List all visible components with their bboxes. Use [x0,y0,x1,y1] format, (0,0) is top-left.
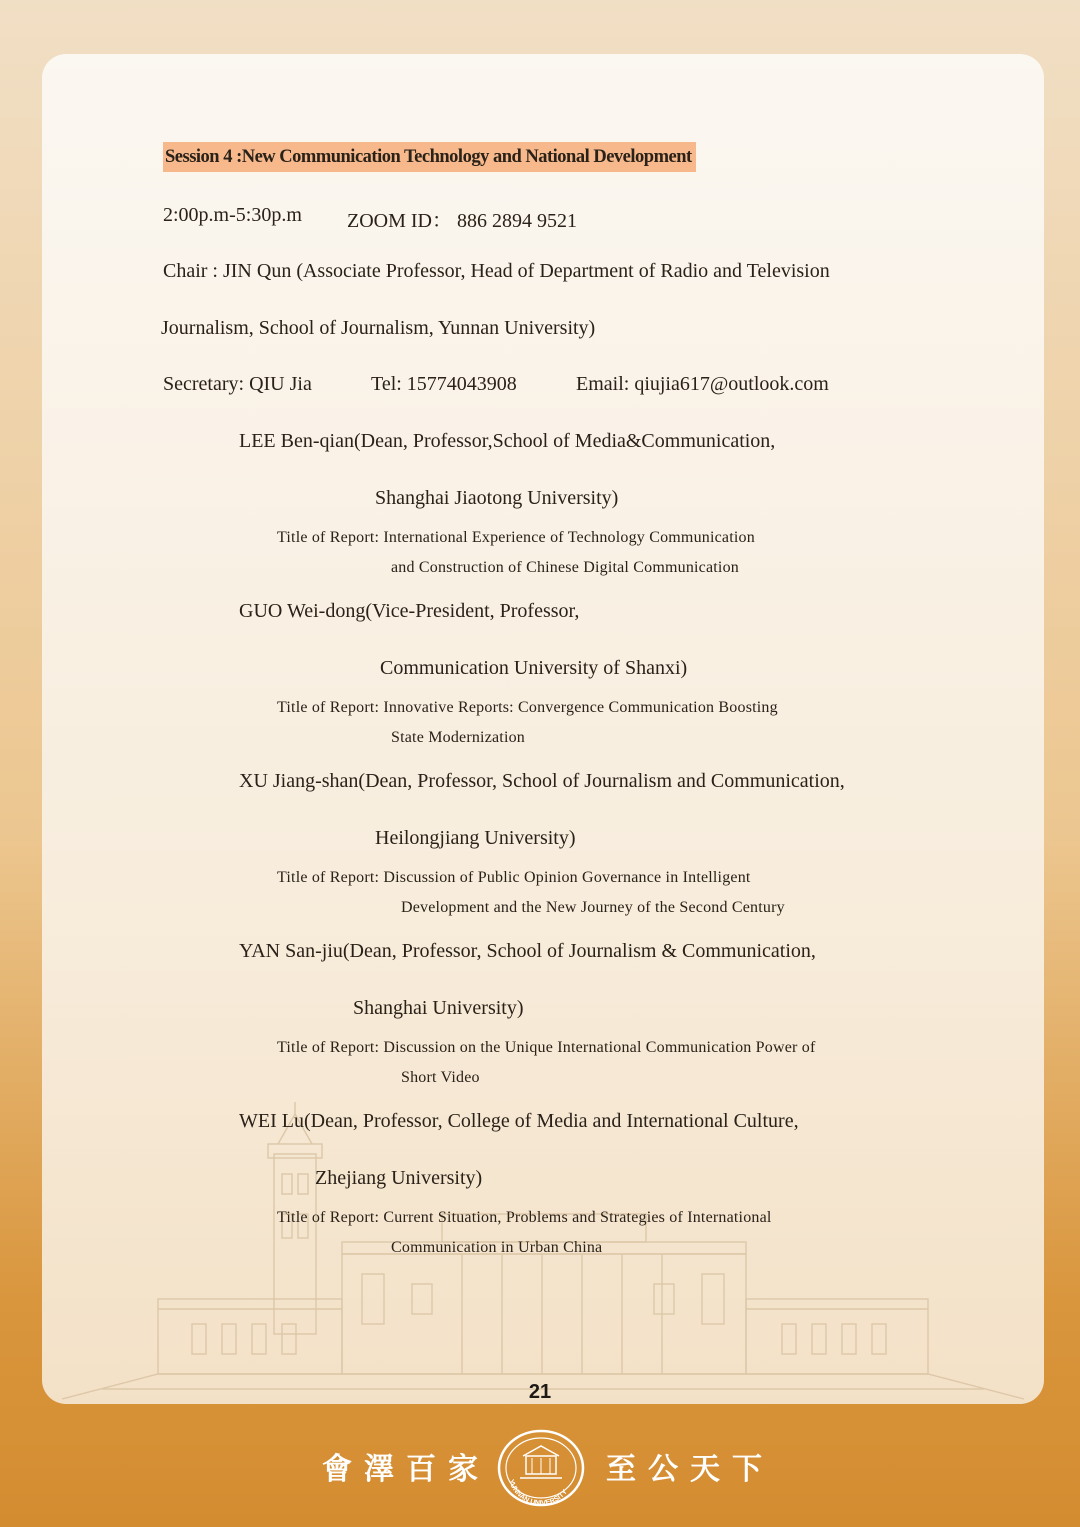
report-title-5: Title of Report: Current Situation, Problems and Strategies of International [277,1209,772,1226]
report-title-2: Title of Report: Innovative Reports: Convergence Communication Boosting [277,699,778,716]
report-title-1: Title of Report: International Experience of Technology Communication [277,529,755,546]
report-title-2-cont: State Modernization [391,729,525,746]
report-title-5-cont: Communication in Urban China [391,1239,603,1256]
motto-right: 至公天下 [606,1452,774,1487]
report-title-4-cont: Short Video [401,1069,480,1086]
page-number: 21 [528,1381,552,1403]
secretary: Secretary: QIU Jia [163,373,312,395]
session-title: Session 4 :New Communication Technology and National Development [163,142,696,172]
motto-left: 會澤百家 [322,1452,490,1487]
content-card [42,54,1044,1404]
chair-line-1: Chair : JIN Qun (Associate Professor, Head of Department of Radio and Television [163,260,830,282]
speaker-affiliation-1: Shanghai Jiaotong University) [375,487,619,509]
session-time: 2:00p.m-5:30p.m [163,204,302,226]
speaker-name-2: GUO Wei-dong(Vice-President, Professor, [239,600,580,622]
speaker-affiliation-4: Shanghai University) [353,997,524,1019]
speaker-name-1: LEE Ben-qian(Dean, Professor,School of Media&Communication, [239,430,776,452]
university-seal-icon [496,1428,586,1508]
speaker-affiliation-5: Zhejiang University) [315,1167,483,1189]
chair-line-2: Journalism, School of Journalism, Yunnan University) [161,317,596,339]
secretary-email[interactable]: Email: qiujia617@outlook.com [576,373,829,395]
speaker-name-3: XU Jiang-shan(Dean, Professor, School of Journalism and Communication, [239,770,845,792]
speaker-name-4: YAN San-jiu(Dean, Professor, School of Journalism & Communication, [239,940,816,962]
seal-text: YUNNAN UNIVERSITY [507,1478,569,1508]
report-title-3-cont: Development and the New Journey of the Second Century [401,899,785,916]
speaker-affiliation-3: Heilongjiang University) [375,827,576,849]
speaker-name-5: WEI Lu(Dean, Professor, College of Media and International Culture, [239,1110,799,1132]
report-title-1-cont: and Construction of Chinese Digital Communication [391,559,739,576]
zoom-id: ZOOM ID： 886 2894 9521 [347,210,577,232]
secretary-tel: Tel: 15774043908 [371,373,517,395]
report-title-3: Title of Report: Discussion of Public Opinion Governance in Intelligent [277,869,751,886]
svg-text:YUNNAN UNIVERSITY [507,1479,569,1507]
speaker-affiliation-2: Communication University of Shanxi) [380,657,688,679]
report-title-4: Title of Report: Discussion on the Unique International Communication Power of [277,1039,816,1056]
